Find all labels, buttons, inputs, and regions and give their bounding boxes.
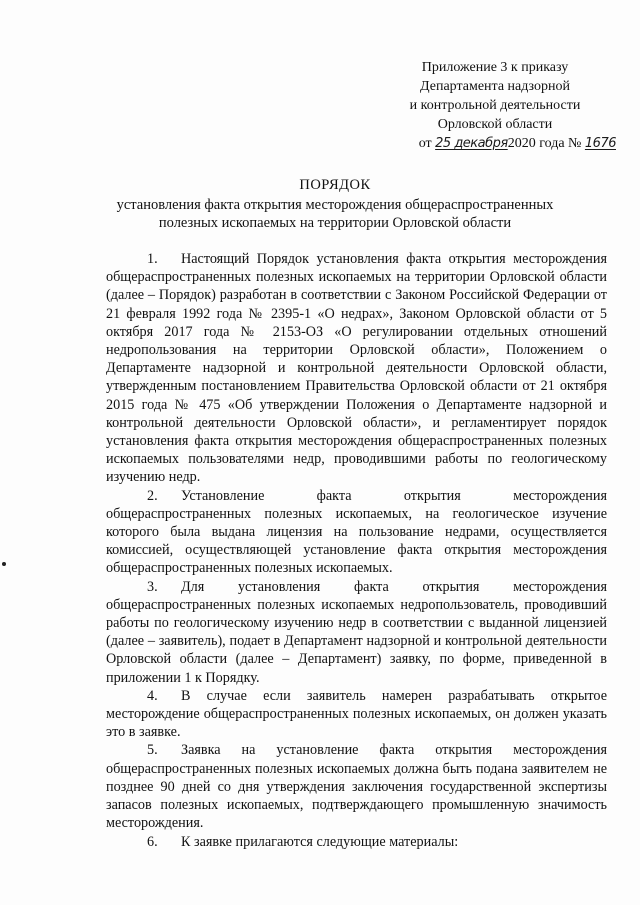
document-subtitle: установления факта открытия месторождения общераспространенных полезных ископаемых на территории Орловской области xyxy=(116,197,554,231)
handwritten-order-number: 1676 xyxy=(584,136,616,151)
paragraph-text: Для установления факта открытия месторождения общераспространенных полезных ископаемых недропользователь, проводивший работы по геологическому изучению недр в соответствии с выданной лицензией (далее – заявитель), подает в Департамент надзорной и контрольной деятельности Орловской области (далее – Департамент) заявку, по форме, приведенной в приложении 1 к Порядку. xyxy=(106,578,607,686)
document-title-block xyxy=(100,176,570,232)
paragraph-number: 2. xyxy=(147,487,158,504)
header-line-3: и контрольной деятельности xyxy=(409,98,581,113)
document-title: ПОРЯДОК xyxy=(299,177,371,193)
date-suffix: 2020 года № xyxy=(507,136,582,151)
header-line-2: Департамента надзорной xyxy=(420,79,570,94)
document-body xyxy=(106,250,607,851)
paragraph-number: 6. xyxy=(147,833,158,850)
paragraph-2 xyxy=(106,487,607,578)
header-line-4: Орловской области xyxy=(437,117,553,132)
paragraph-number: 5. xyxy=(147,742,158,759)
paragraph-text: Установление факта открытия месторождения общераспространенных полезных ископаемых, на геологическое изучение которого была выдана лицензия на пользование недрами, осуществляется комиссией, осуществляющей установление факта открытия месторождения общераспространенных полезных ископаемых. xyxy=(106,487,607,577)
paragraph-6 xyxy=(106,833,607,851)
paragraph-text: К заявке прилагаются следующие материалы: xyxy=(181,833,459,850)
paragraph-5 xyxy=(106,741,607,832)
date-prefix: от xyxy=(418,136,432,151)
paragraph-number: 4. xyxy=(147,687,158,704)
scan-dot-mark xyxy=(2,562,6,566)
paragraph-text: Заявка на установление факта открытия месторождения общераспространенных полезных ископаемых должна быть подана заявителем не позднее 90 дней со дня утверждения заключения государственной экспертизы запасов полезных ископаемых, подтверждающего промышленную значимость месторождения. xyxy=(106,742,607,832)
header-line-1: Приложение 3 к приказу xyxy=(421,60,569,75)
paragraph-4 xyxy=(106,687,607,742)
paragraph-number: 1. xyxy=(147,251,158,267)
order-date-line xyxy=(380,134,616,153)
paragraph-3 xyxy=(106,578,607,687)
handwritten-date: 25 декабря xyxy=(435,136,508,151)
document-header xyxy=(380,58,616,153)
paragraph-1 xyxy=(106,250,607,487)
paragraph-number: 3. xyxy=(147,578,158,595)
paragraph-text: В случае если заявитель намерен разрабатывать открытое месторождение общераспространенных полезных ископаемых, он должен указать это в заявке. xyxy=(106,687,607,741)
paragraph-text: Настоящий Порядок установления факта открытия месторождения общераспространенных полезных ископаемых на территории Орловской области (далее – Порядок) разработан в соответствии с Законом Российской Федерации от 21 февраля 1992 года № 2395-1 «О недрах», Законом Орловской области от 5 октября 2017 года № 2153-ОЗ «О регулировании отдельных отношений недропользования на территории Орловской области», Положением о Департаменте надзорной и контрольной деятельности Орловской области, утвержденным постановлением Правительства Орловской области от 21 октября 2015 года № 475 «Об утверждении Положения о Департаменте надзорной и контрольной деятельности Орловской области», и регламентирует порядок установления факта открытия месторождения общераспространенных полезных ископаемых пользователями недр, проводившими работы по геологическому изучению недр. xyxy=(106,251,607,486)
